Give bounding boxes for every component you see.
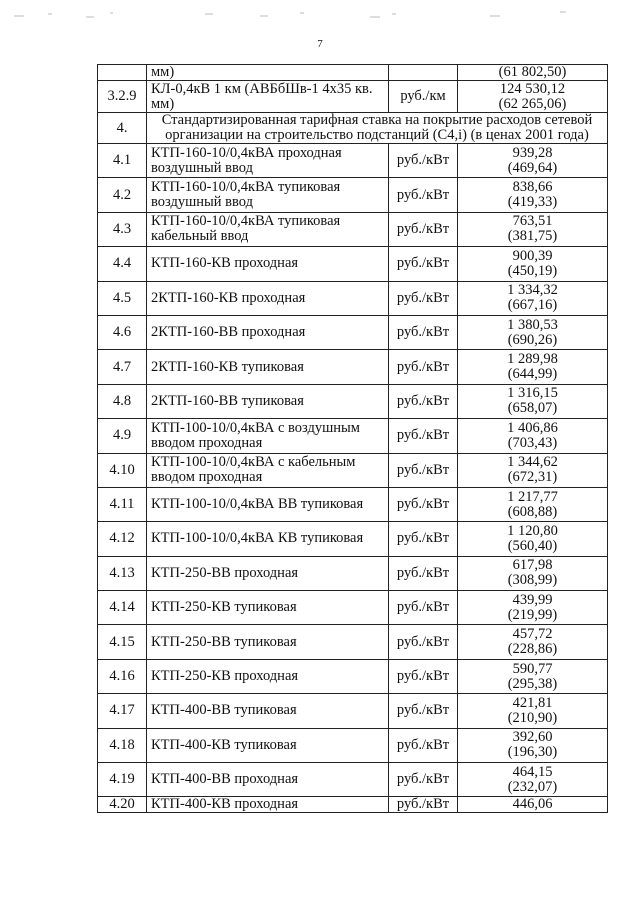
- value-base: (469,64): [507, 159, 558, 176]
- unit-cell: руб./кВт: [389, 556, 458, 590]
- value-cell: [458, 487, 608, 521]
- value-current: 464,15: [512, 763, 553, 780]
- value-cell: [458, 65, 608, 81]
- unit-cell: руб./кВт: [389, 522, 458, 556]
- table-row: [98, 350, 608, 384]
- value-cell: [458, 453, 608, 487]
- row-number: 4.20: [98, 797, 147, 813]
- item-name: мм): [147, 65, 389, 81]
- table-row: [98, 763, 608, 797]
- unit-cell: руб./кВт: [389, 144, 458, 178]
- unit-cell: руб./кВт: [389, 350, 458, 384]
- scan-artifacts: [0, 4, 640, 24]
- table-row: [98, 453, 608, 487]
- unit-cell: руб./кВт: [389, 419, 458, 453]
- value-cell: [458, 81, 608, 113]
- row-number: 4.17: [98, 694, 147, 728]
- row-number: 4.13: [98, 556, 147, 590]
- table-row: [98, 419, 608, 453]
- table-row: [98, 797, 608, 813]
- row-number: 4.7: [98, 350, 147, 384]
- item-name: КТП-160-КВ проходная: [147, 247, 389, 281]
- value-base: (295,38): [507, 675, 558, 692]
- item-name: КТП-400-КВ проходная: [147, 797, 389, 813]
- value-cell: [458, 281, 608, 315]
- row-number: 4.8: [98, 384, 147, 418]
- value-base: (62 265,06): [498, 95, 567, 112]
- table-row: [98, 247, 608, 281]
- value-cell: [458, 212, 608, 246]
- value-current: 1 316,15: [507, 385, 558, 402]
- table-row: [98, 591, 608, 625]
- value-base: (450,19): [507, 262, 558, 279]
- item-name: КТП-250-КВ тупиковая: [147, 591, 389, 625]
- value-base: (381,75): [507, 228, 558, 245]
- table-row: [98, 81, 608, 113]
- table-row: [98, 625, 608, 659]
- value-base: (667,16): [507, 297, 558, 314]
- item-name: КТП-250-ВВ проходная: [147, 556, 389, 590]
- unit-cell: руб./кВт: [389, 728, 458, 762]
- value-cell: [458, 591, 608, 625]
- value-current: 1 334,32: [507, 282, 558, 299]
- row-number: 3.2.9: [98, 81, 147, 113]
- value-current: 763,51: [512, 213, 553, 230]
- unit-cell: руб./кВт: [389, 178, 458, 212]
- item-name: КТП-100-10/0,4кВА с воздушным вводом проходная: [147, 419, 389, 453]
- value-base: (228,86): [507, 641, 558, 658]
- row-number: 4.2: [98, 178, 147, 212]
- value-current: 124 530,12: [499, 80, 566, 97]
- unit-cell: руб./кВт: [389, 591, 458, 625]
- value-base: (703,43): [507, 434, 558, 451]
- value-cell: [458, 384, 608, 418]
- value-base: (210,90): [507, 709, 558, 726]
- item-name: КТП-160-10/0,4кВА тупиковая воздушный ввод: [147, 178, 389, 212]
- value-base: (232,07): [507, 778, 558, 795]
- value-base: (219,99): [507, 606, 558, 623]
- unit-cell: руб./кВт: [389, 453, 458, 487]
- table-row: [98, 694, 608, 728]
- item-name: КТП-100-10/0,4кВА ВВ тупиковая: [147, 487, 389, 521]
- row-number: 4.15: [98, 625, 147, 659]
- value-current: 1 380,53: [507, 316, 558, 333]
- row-number: 4.5: [98, 281, 147, 315]
- value-cell: [458, 694, 608, 728]
- value-base: (196,30): [507, 744, 558, 761]
- item-name: 2КТП-160-КВ тупиковая: [147, 350, 389, 384]
- value-cell: [458, 144, 608, 178]
- row-number: 4.11: [98, 487, 147, 521]
- table-row: [98, 487, 608, 521]
- row-number: 4.6: [98, 315, 147, 349]
- value-cell: [458, 659, 608, 693]
- unit-cell: руб./кВт: [389, 659, 458, 693]
- value-current: 457,72: [512, 626, 553, 643]
- row-number: 4.18: [98, 728, 147, 762]
- item-name: КТП-100-10/0,4кВА КВ тупиковая: [147, 522, 389, 556]
- row-number: 4.19: [98, 763, 147, 797]
- value-base: (308,99): [507, 572, 558, 589]
- item-name: КТП-400-КВ тупиковая: [147, 728, 389, 762]
- tariff-table: [97, 64, 608, 813]
- row-number: 4.14: [98, 591, 147, 625]
- value-base: (690,26): [507, 331, 558, 348]
- table-row: [98, 556, 608, 590]
- value-cell: [458, 625, 608, 659]
- table-row: [98, 178, 608, 212]
- item-name: КТП-400-ВВ проходная: [147, 763, 389, 797]
- table-row: [98, 144, 608, 178]
- table-row: [98, 522, 608, 556]
- value-cell: [458, 728, 608, 762]
- item-name: 2КТП-160-ВВ проходная: [147, 315, 389, 349]
- value-cell: [458, 178, 608, 212]
- row-number: 4.: [98, 113, 147, 144]
- value-current: 1 344,62: [507, 454, 558, 471]
- item-name: КТП-160-10/0,4кВА проходная воздушный ввод: [147, 144, 389, 178]
- item-name: КТП-100-10/0,4кВА с кабельным вводом проходная: [147, 453, 389, 487]
- value-current: 421,81: [512, 694, 553, 711]
- table-row: [98, 728, 608, 762]
- unit-cell: руб./кВт: [389, 694, 458, 728]
- value-current: 439,99: [512, 591, 553, 608]
- value-cell: [458, 763, 608, 797]
- unit-cell: руб./кВт: [389, 797, 458, 813]
- unit-cell: руб./кВт: [389, 625, 458, 659]
- value-base: (644,99): [507, 366, 558, 383]
- item-name: КЛ-0,4кВ 1 км (АВБбШв-1 4х35 кв. мм): [147, 81, 389, 113]
- value-base: (608,88): [507, 503, 558, 520]
- value-cell: [458, 247, 608, 281]
- row-number: 4.4: [98, 247, 147, 281]
- row-number: 4.3: [98, 212, 147, 246]
- section-title: Стандартизированная тарифная ставка на покрытие расходов сетевой организации на строительство подстанций (С4,i) (в ценах 2001 года): [147, 113, 608, 144]
- unit-cell: руб./кВт: [389, 247, 458, 281]
- value-base: (61 802,50): [498, 64, 567, 80]
- unit-cell: [389, 65, 458, 81]
- value-cell: [458, 797, 608, 813]
- item-name: КТП-160-10/0,4кВА тупиковая кабельный ввод: [147, 212, 389, 246]
- table-row: [98, 659, 608, 693]
- unit-cell: руб./кВт: [389, 487, 458, 521]
- item-name: КТП-400-ВВ тупиковая: [147, 694, 389, 728]
- row-number: 4.16: [98, 659, 147, 693]
- page-number: 7: [317, 38, 323, 50]
- unit-cell: руб./кВт: [389, 315, 458, 349]
- row-number: 4.10: [98, 453, 147, 487]
- table-row: [98, 281, 608, 315]
- value-current: 1 406,86: [507, 419, 558, 436]
- value-base: (658,07): [507, 400, 558, 417]
- value-base: (560,40): [507, 537, 558, 554]
- item-name: 2КТП-160-ВВ тупиковая: [147, 384, 389, 418]
- value-current: 446,06: [512, 796, 553, 813]
- unit-cell: руб./кВт: [389, 281, 458, 315]
- row-number: 4.9: [98, 419, 147, 453]
- section-row: [98, 113, 608, 144]
- value-current: 1 217,77: [507, 488, 558, 505]
- value-current: 838,66: [512, 179, 553, 196]
- unit-cell: руб./км: [389, 81, 458, 113]
- value-cell: [458, 350, 608, 384]
- value-current: 590,77: [512, 660, 553, 677]
- value-current: 392,60: [512, 729, 553, 746]
- value-cell: [458, 315, 608, 349]
- unit-cell: руб./кВт: [389, 384, 458, 418]
- value-base: (672,31): [507, 469, 558, 486]
- value-current: 939,28: [512, 144, 553, 161]
- value-base: (419,33): [507, 194, 558, 211]
- value-current: 617,98: [512, 557, 553, 574]
- value-current: 1 289,98: [507, 351, 558, 368]
- value-cell: [458, 556, 608, 590]
- item-name: 2КТП-160-КВ проходная: [147, 281, 389, 315]
- table-row: [98, 384, 608, 418]
- unit-cell: руб./кВт: [389, 763, 458, 797]
- table-row: [98, 315, 608, 349]
- item-name: КТП-250-КВ проходная: [147, 659, 389, 693]
- value-current: 1 120,80: [507, 522, 558, 539]
- row-number: 4.1: [98, 144, 147, 178]
- table-row: [98, 212, 608, 246]
- item-name: КТП-250-ВВ тупиковая: [147, 625, 389, 659]
- row-number: [98, 65, 147, 81]
- value-cell: [458, 419, 608, 453]
- value-current: 900,39: [512, 247, 553, 264]
- unit-cell: руб./кВт: [389, 212, 458, 246]
- value-cell: [458, 522, 608, 556]
- table-row: [98, 65, 608, 81]
- row-number: 4.12: [98, 522, 147, 556]
